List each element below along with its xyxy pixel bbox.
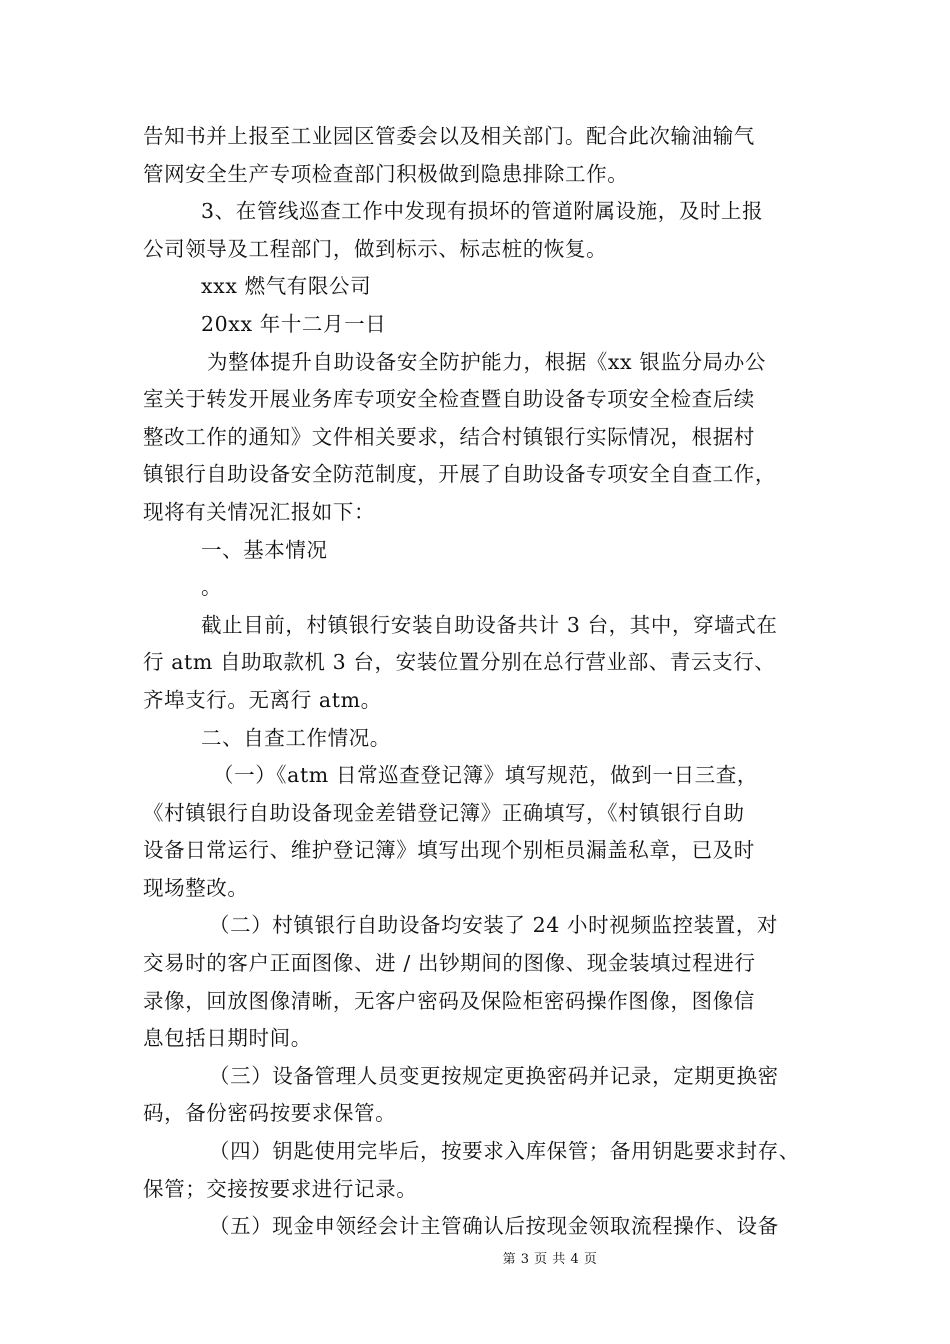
section-heading: 一、基本情况 — [201, 537, 328, 562]
document-body — [143, 118, 815, 1246]
company-signature: xxx 燃气有限公司 — [201, 274, 372, 299]
text-line: 现场整改。 — [143, 875, 249, 900]
text-line: 保管；交接按要求进行记录。 — [143, 1176, 418, 1201]
text-line: （二）村镇银行自助设备均安装了 24 小时视频监控装置，对 — [209, 913, 779, 938]
text-line: 齐埠支行。无离行 atm。 — [143, 687, 382, 712]
text-line: 室关于转发开展业务库专项安全检查暨自助设备专项安全检查后续 — [143, 387, 755, 412]
text-line: 录像，回放图像清晰，无客户密码及保险柜密码操作图像，图像信 — [143, 988, 755, 1013]
text-line: （一）《atm 日常巡查登记簿》填写规范，做到一日三查， — [213, 763, 758, 788]
text-line: 交易时的客户正面图像、进 / 出钞期间的图像、现金装填过程进行 — [143, 951, 756, 976]
text-line: （三）设备管理人员变更按规定更换密码并记录，定期更换密 — [209, 1063, 779, 1088]
text-line: 公司领导及工程部门，做到标示、标志桩的恢复。 — [143, 236, 608, 261]
text-line: 为整体提升自助设备安全防护能力，根据《xx 银监分局办公 — [207, 349, 766, 374]
text-line: 告知书并上报至工业园区管委会以及相关部门。配合此次输油输气 — [143, 124, 755, 148]
text-line: 。 — [201, 575, 223, 600]
text-line: 3、在管线巡查工作中发现有损坏的管道附属设施，及时上报 — [201, 199, 764, 224]
text-line: 整改工作的通知》文件相关要求，结合村镇银行实际情况，根据村 — [143, 424, 755, 449]
page-number-footer: 第 3 页 共 4 页 — [502, 1252, 598, 1267]
text-line: 镇银行自助设备安全防范制度，开展了自助设备专项安全自查工作， — [143, 462, 776, 487]
text-line: （五）现金申领经会计主管确认后按现金领取流程操作、设备 — [209, 1214, 779, 1239]
signature-date: 20xx 年十二月一日 — [201, 311, 387, 336]
text-line: 《村镇银行自助设备现金差错登记簿》正确填写，《村镇银行自助 — [143, 800, 745, 825]
text-line: 码，备份密码按要求保管。 — [143, 1101, 397, 1126]
text-line: 设备日常运行、维护登记簿》填写出现个别柜员漏盖私章，已及时 — [143, 838, 755, 863]
text-line: 现将有关情况汇报如下： — [143, 499, 376, 524]
text-line: （四）钥匙使用完毕后，按要求入库保管；备用钥匙要求封存、 — [209, 1139, 800, 1164]
section-heading: 二、自查工作情况。 — [201, 725, 391, 750]
text-line: 行 atm 自助取款机 3 台，安装位置分别在总行营业部、青云支行、 — [143, 650, 776, 675]
text-line: 息包括日期时间。 — [143, 1026, 312, 1051]
text-line: 管网安全生产专项检查部门积极做到隐患排除工作。 — [143, 161, 629, 186]
text-line: 截止目前，村镇银行安装自助设备共计 3 台，其中，穿墙式在 — [201, 612, 778, 637]
